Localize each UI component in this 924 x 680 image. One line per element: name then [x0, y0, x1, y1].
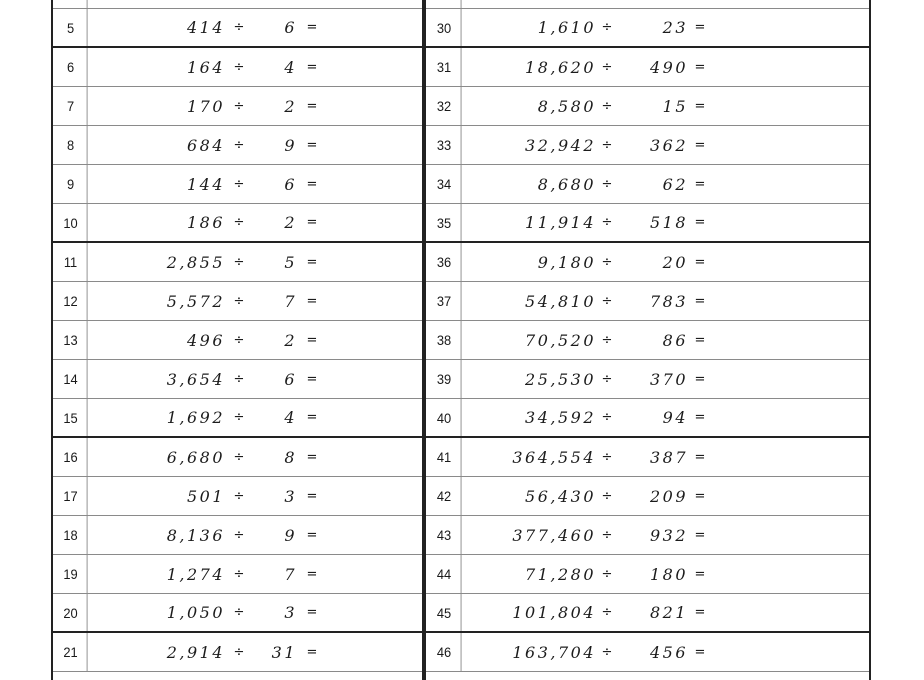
- problem-row: [53, 165, 422, 204]
- dividend: 8,580: [537, 96, 596, 116]
- dividend: 2,855: [166, 252, 225, 272]
- partial-row: [53, 0, 422, 9]
- equals-sign: =: [306, 605, 318, 620]
- problem-row: [426, 516, 869, 555]
- divisor: 31: [271, 642, 297, 662]
- dividend: 32,942: [525, 135, 596, 155]
- division-sign: ÷: [233, 605, 245, 620]
- problem-number: 14: [54, 360, 87, 398]
- problem-number: 36: [427, 243, 461, 281]
- problem-number: 19: [54, 555, 87, 593]
- division-sign: ÷: [233, 527, 245, 543]
- problem-number-cell: [54, 0, 87, 8]
- divisor: 2: [284, 213, 297, 232]
- problem-number: 40: [427, 399, 461, 436]
- divisor: 5: [284, 252, 297, 272]
- problem-number: 34: [427, 165, 461, 203]
- equals-sign: =: [694, 20, 706, 35]
- divisor: 4: [284, 408, 297, 427]
- equals-sign: =: [694, 566, 706, 582]
- equals-sign: =: [694, 410, 706, 425]
- problem-row: [53, 594, 422, 633]
- equals-sign: =: [306, 20, 318, 35]
- problem-number: 6: [54, 48, 87, 86]
- problem-row: [53, 87, 422, 126]
- problem-number: 15: [54, 399, 87, 436]
- equals-sign: =: [306, 644, 318, 660]
- equals-sign: =: [306, 293, 318, 309]
- division-sign: ÷: [601, 527, 613, 543]
- equals-sign: =: [306, 566, 318, 582]
- division-sign: ÷: [601, 332, 613, 348]
- equals-sign: =: [306, 98, 318, 114]
- problem-row: [426, 165, 869, 204]
- divisor: 23: [662, 18, 688, 37]
- divisor: 518: [649, 213, 688, 232]
- division-sign: ÷: [601, 215, 613, 230]
- divisor: 7: [284, 291, 297, 311]
- divisor: 3: [284, 603, 297, 622]
- divisor: 370: [649, 369, 688, 389]
- equals-sign: =: [306, 449, 318, 465]
- division-sign: ÷: [601, 254, 613, 270]
- division-sign: ÷: [233, 59, 245, 75]
- equals-sign: =: [694, 449, 706, 465]
- equals-sign: =: [306, 254, 318, 270]
- divisor: 3: [284, 486, 297, 506]
- problem-number: 18: [54, 516, 87, 554]
- divisor: 2: [284, 96, 297, 116]
- dividend: 34,592: [525, 408, 596, 427]
- dividend: 144: [186, 174, 225, 194]
- division-sign: ÷: [233, 332, 245, 348]
- problem-number: 35: [427, 204, 461, 241]
- division-sign: ÷: [233, 254, 245, 270]
- problem-number: 8: [54, 126, 87, 164]
- problem-row: [426, 126, 869, 165]
- dividend: 8,136: [166, 525, 225, 545]
- problem-row: [53, 204, 422, 243]
- problem-number: 30: [427, 9, 461, 46]
- divisor: 456: [649, 642, 688, 662]
- dividend: 377,460: [512, 525, 596, 545]
- dividend: 164: [186, 57, 225, 77]
- equals-sign: =: [694, 293, 706, 309]
- problem-row: [426, 633, 869, 672]
- dividend: 170: [186, 96, 225, 116]
- problem-row: [53, 516, 422, 555]
- divisor: 20: [662, 252, 688, 272]
- divisor: 6: [284, 18, 297, 37]
- dividend: 1,610: [537, 18, 596, 37]
- divisor: 6: [284, 369, 297, 389]
- equals-sign: =: [306, 371, 318, 387]
- problem-row: [53, 399, 422, 438]
- problem-row: [426, 282, 869, 321]
- division-sign: ÷: [233, 371, 245, 387]
- dividend: 163,704: [512, 642, 596, 662]
- right-problem-column: [424, 0, 871, 680]
- dividend: 54,810: [525, 291, 596, 311]
- equals-sign: =: [694, 527, 706, 543]
- equals-sign: =: [694, 332, 706, 348]
- divisor: 180: [649, 564, 688, 584]
- equals-sign: =: [694, 137, 706, 153]
- equals-sign: =: [694, 644, 706, 660]
- dividend: 1,692: [166, 408, 225, 427]
- problem-row: [426, 321, 869, 360]
- equals-sign: =: [694, 605, 706, 620]
- divisor: 4: [284, 57, 297, 77]
- divisor: 362: [649, 135, 688, 155]
- division-sign: ÷: [601, 488, 613, 504]
- divisor: 6: [284, 174, 297, 194]
- problem-row: [53, 9, 422, 48]
- problem-row: [53, 360, 422, 399]
- problem-number: 46: [427, 633, 461, 671]
- problem-row: [426, 204, 869, 243]
- problem-number: 37: [427, 282, 461, 320]
- partial-row: [426, 0, 869, 9]
- dividend: 414: [186, 18, 225, 37]
- equals-sign: =: [306, 488, 318, 504]
- problem-number: 11: [54, 243, 87, 281]
- divisor: 9: [284, 525, 297, 545]
- problem-number-cell: [427, 0, 461, 8]
- division-sign: ÷: [601, 176, 613, 192]
- divisor: 387: [649, 447, 688, 467]
- problem-row: [426, 48, 869, 87]
- equals-sign: =: [694, 176, 706, 192]
- dividend: 5,572: [166, 291, 225, 311]
- equals-sign: =: [306, 332, 318, 348]
- dividend: 9,180: [537, 252, 596, 272]
- dividend: 6,680: [166, 447, 225, 467]
- division-sign: ÷: [233, 644, 245, 660]
- dividend: 186: [186, 213, 225, 232]
- problem-number: 33: [427, 126, 461, 164]
- problem-number: 45: [427, 594, 461, 631]
- division-sign: ÷: [233, 20, 245, 35]
- problem-row: [53, 321, 422, 360]
- dividend: 11,914: [525, 213, 596, 232]
- problem-number: 10: [54, 204, 87, 241]
- equals-sign: =: [694, 254, 706, 270]
- problem-number: 38: [427, 321, 461, 359]
- dividend: 1,274: [166, 564, 225, 584]
- divisor: 94: [662, 408, 688, 427]
- problem-row: [53, 48, 422, 87]
- problem-number: 16: [54, 438, 87, 476]
- dividend: 18,620: [525, 57, 596, 77]
- division-sign: ÷: [233, 449, 245, 465]
- division-sign: ÷: [601, 59, 613, 75]
- problem-row: [426, 9, 869, 48]
- problem-number: 44: [427, 555, 461, 593]
- divisor: 7: [284, 564, 297, 584]
- problem-row: [53, 555, 422, 594]
- problem-number: 39: [427, 360, 461, 398]
- division-sign: ÷: [601, 410, 613, 425]
- problem-number: 21: [54, 633, 87, 671]
- division-sign: ÷: [601, 20, 613, 35]
- problem-row: [53, 633, 422, 672]
- equals-sign: =: [694, 371, 706, 387]
- equals-sign: =: [306, 176, 318, 192]
- division-sign: ÷: [601, 293, 613, 309]
- division-sign: ÷: [601, 137, 613, 153]
- problem-row: [53, 438, 422, 477]
- dividend: 496: [186, 330, 225, 350]
- left-problem-column: [51, 0, 424, 680]
- equals-sign: =: [694, 488, 706, 504]
- dividend: 1,050: [166, 603, 225, 622]
- problem-row: [426, 594, 869, 633]
- divisor: 490: [649, 57, 688, 77]
- equals-sign: =: [306, 410, 318, 425]
- division-sign: ÷: [601, 566, 613, 582]
- dividend: 70,520: [525, 330, 596, 350]
- problem-number: 31: [427, 48, 461, 86]
- dividend: 8,680: [537, 174, 596, 194]
- problem-number: 32: [427, 87, 461, 125]
- dividend: 56,430: [525, 486, 596, 506]
- equals-sign: =: [306, 215, 318, 230]
- division-sign: ÷: [233, 410, 245, 425]
- problem-row: [53, 477, 422, 516]
- divisor: 62: [662, 174, 688, 194]
- dividend: 25,530: [525, 369, 596, 389]
- divisor: 15: [662, 96, 688, 116]
- division-sign: ÷: [233, 137, 245, 153]
- equals-sign: =: [694, 59, 706, 75]
- equals-sign: =: [694, 215, 706, 230]
- equals-sign: =: [306, 59, 318, 75]
- problem-row: [53, 126, 422, 165]
- divisor: 86: [662, 330, 688, 350]
- problem-row: [426, 399, 869, 438]
- divisor: 2: [284, 330, 297, 350]
- divisor: 932: [649, 525, 688, 545]
- division-sign: ÷: [233, 488, 245, 504]
- division-sign: ÷: [233, 176, 245, 192]
- division-sign: ÷: [601, 98, 613, 114]
- problem-row: [426, 438, 869, 477]
- problem-number: 13: [54, 321, 87, 359]
- problem-number: 43: [427, 516, 461, 554]
- dividend: 364,554: [512, 447, 596, 467]
- problem-number: 12: [54, 282, 87, 320]
- problem-row: [53, 243, 422, 282]
- problem-number: 17: [54, 477, 87, 515]
- problem-row: [426, 477, 869, 516]
- divisor: 783: [649, 291, 688, 311]
- problem-number: 42: [427, 477, 461, 515]
- equals-sign: =: [694, 98, 706, 114]
- problem-row: [53, 282, 422, 321]
- dividend: 71,280: [525, 564, 596, 584]
- division-sign: ÷: [233, 293, 245, 309]
- problem-number: 7: [54, 87, 87, 125]
- problem-row: [426, 87, 869, 126]
- problem-row: [426, 360, 869, 399]
- divisor: 9: [284, 135, 297, 155]
- dividend: 101,804: [512, 603, 596, 622]
- equals-sign: =: [306, 137, 318, 153]
- dividend: 684: [186, 135, 225, 155]
- division-sign: ÷: [233, 98, 245, 114]
- dividend: 3,654: [166, 369, 225, 389]
- divisor: 8: [284, 447, 297, 467]
- dividend: 2,914: [166, 642, 225, 662]
- divisor: 209: [649, 486, 688, 506]
- problem-number: 20: [54, 594, 87, 631]
- problem-row: [426, 243, 869, 282]
- division-sign: ÷: [601, 449, 613, 465]
- division-sign: ÷: [601, 371, 613, 387]
- divisor: 821: [649, 603, 688, 622]
- problem-number: 5: [54, 9, 87, 46]
- division-sign: ÷: [233, 215, 245, 230]
- dividend: 501: [186, 486, 225, 506]
- division-sign: ÷: [601, 605, 613, 620]
- problem-number: 9: [54, 165, 87, 203]
- problem-number: 41: [427, 438, 461, 476]
- division-sign: ÷: [601, 644, 613, 660]
- equals-sign: =: [306, 527, 318, 543]
- problem-row: [426, 555, 869, 594]
- division-sign: ÷: [233, 566, 245, 582]
